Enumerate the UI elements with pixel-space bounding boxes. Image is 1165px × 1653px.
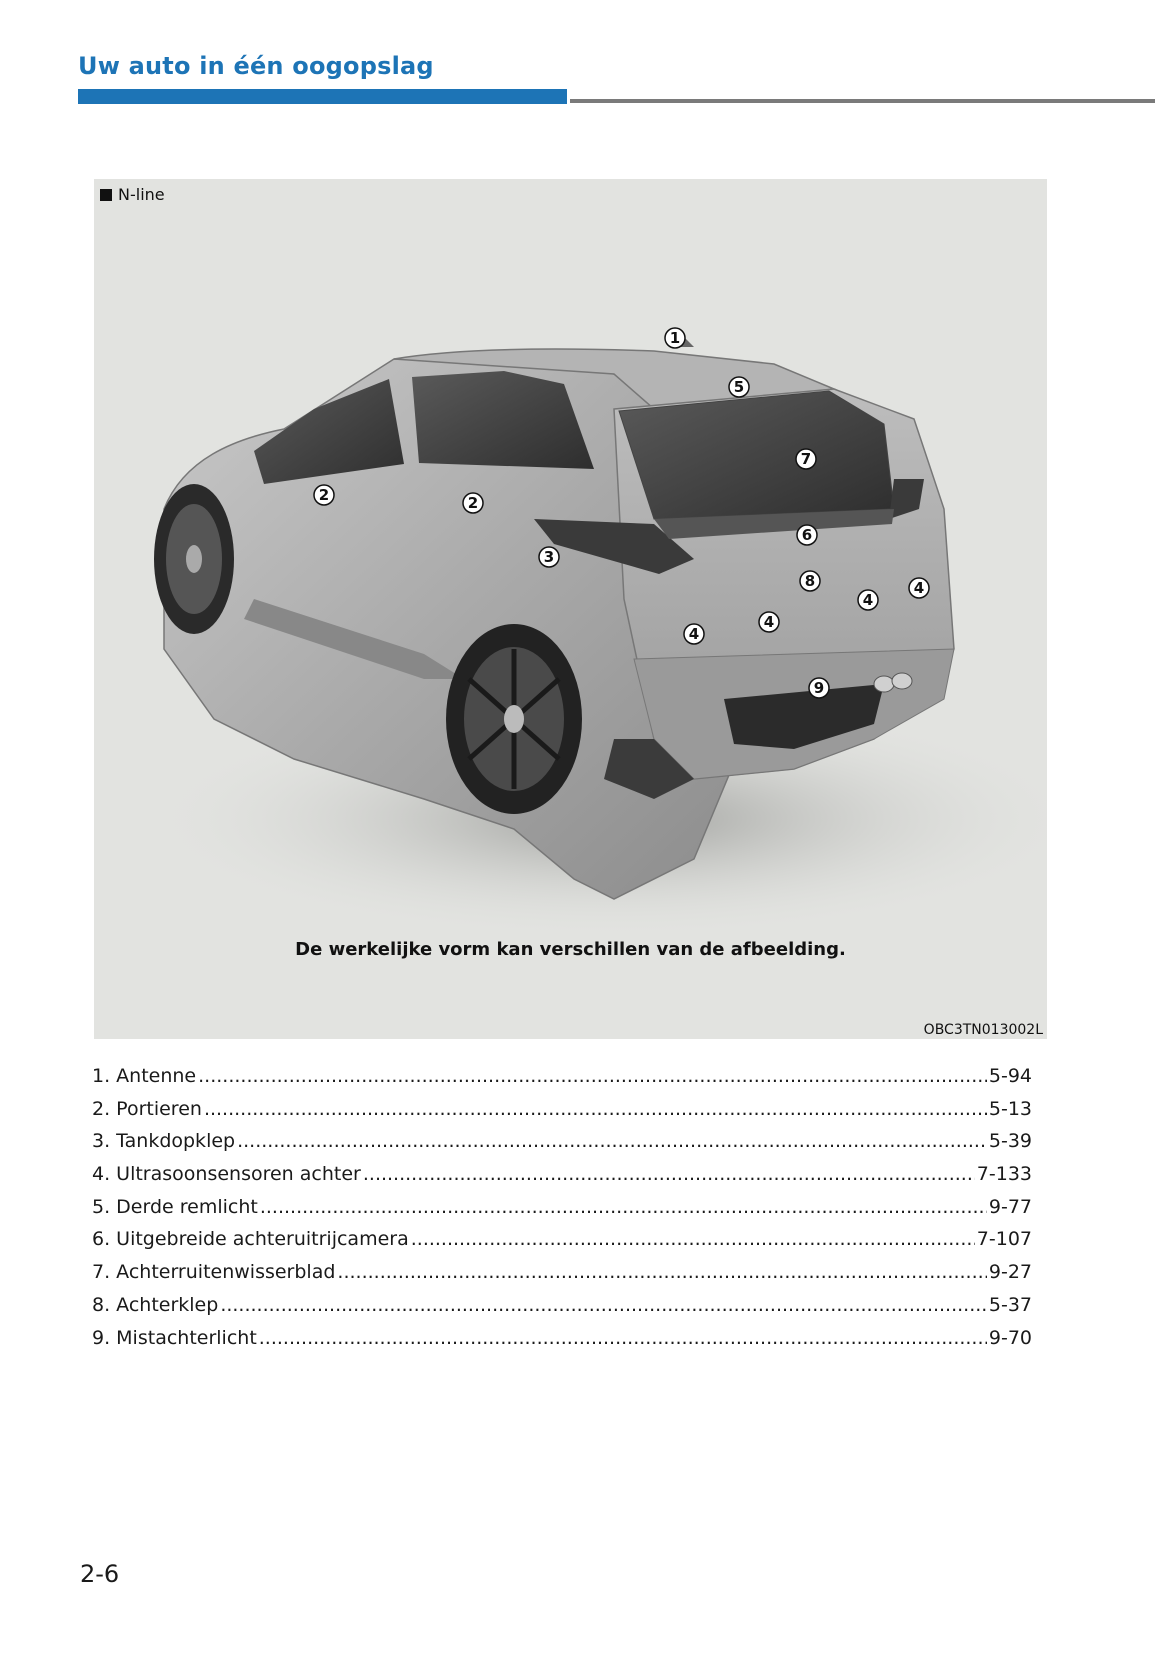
callout-4d — [684, 624, 704, 644]
variant-label-text: N-line — [118, 185, 165, 204]
list-item-label: 5. Derde remlicht — [92, 1195, 258, 1218]
list-item — [92, 1163, 1032, 1196]
svg-text:2: 2 — [467, 494, 479, 512]
callout-4c — [759, 612, 779, 632]
list-item-page: 9-27 — [988, 1261, 1032, 1284]
car-rear-illustration — [94, 179, 1047, 1039]
svg-text:3: 3 — [543, 548, 555, 566]
dot-leader — [260, 1196, 987, 1218]
svg-text:5: 5 — [733, 378, 745, 396]
callout-9 — [809, 678, 829, 698]
list-item — [92, 1130, 1032, 1163]
list-item-label: 4. Ultrasoonsensoren achter — [92, 1163, 361, 1186]
car-figure — [94, 179, 1047, 1039]
dot-leader — [204, 1098, 987, 1120]
svg-text:6: 6 — [801, 526, 813, 544]
callout-1 — [665, 328, 685, 348]
dot-leader — [259, 1327, 987, 1349]
svg-text:9: 9 — [813, 679, 825, 697]
list-item-label: 1. Antenne — [92, 1065, 197, 1087]
callout-3 — [539, 547, 559, 567]
list-item-label: 9. Mistachterlicht — [92, 1326, 257, 1349]
list-item — [92, 1228, 1032, 1261]
list-item-label: 6. Uitgebreide achteruitrijcamera — [92, 1228, 409, 1251]
dot-leader — [198, 1065, 987, 1087]
page-number: 2-6 — [80, 1560, 120, 1588]
list-item-page: 5-94 — [988, 1065, 1032, 1087]
list-item-label: 7. Achterruitenwisserblad — [92, 1261, 336, 1284]
list-item-page: 9-70 — [988, 1326, 1032, 1349]
list-item — [92, 1327, 1032, 1360]
svg-text:1: 1 — [669, 329, 681, 347]
svg-text:4: 4 — [763, 613, 775, 631]
list-item — [92, 1098, 1032, 1131]
section-title: Uw auto in één oogopslag — [78, 52, 434, 80]
svg-text:7: 7 — [800, 450, 812, 468]
figure-code: OBC3TN013002L — [923, 1022, 1043, 1038]
callout-6 — [797, 525, 817, 545]
list-item — [92, 1294, 1032, 1327]
figure-caption: De werkelijke vorm kan verschillen van de afbeelding. — [295, 939, 846, 960]
list-item-page: 9-77 — [988, 1195, 1032, 1218]
list-item-page: 7-107 — [976, 1228, 1032, 1251]
list-item-page: 7-133 — [976, 1163, 1032, 1186]
callout-4a — [909, 578, 929, 598]
dot-leader — [220, 1294, 987, 1316]
callout-5 — [729, 377, 749, 397]
svg-text:4: 4 — [688, 625, 700, 643]
callout-2b — [463, 493, 483, 513]
callout-4b — [858, 590, 878, 610]
list-item-label: 2. Portieren — [92, 1097, 202, 1120]
svg-text:4: 4 — [862, 591, 874, 609]
list-item-page: 5-37 — [988, 1293, 1032, 1316]
header-accent-bar — [78, 89, 567, 104]
list-item — [92, 1196, 1032, 1229]
callout-7 — [796, 449, 816, 469]
list-item-page: 5-39 — [988, 1130, 1032, 1153]
svg-text:8: 8 — [804, 572, 816, 590]
list-item-label: 3. Tankdopklep — [92, 1130, 236, 1153]
list-item-page: 5-13 — [988, 1097, 1032, 1120]
dot-leader — [363, 1163, 975, 1185]
dot-leader — [337, 1261, 986, 1283]
svg-text:4: 4 — [913, 579, 925, 597]
list-item — [92, 1261, 1032, 1294]
header-divider-line — [570, 99, 1155, 103]
parts-list — [92, 1065, 1032, 1359]
svg-text:2: 2 — [318, 486, 330, 504]
list-item — [92, 1065, 1032, 1098]
callout-2a — [314, 485, 334, 505]
callout-8 — [800, 571, 820, 591]
list-item-label: 8. Achterklep — [92, 1293, 219, 1316]
dot-leader — [411, 1228, 975, 1250]
dot-leader — [237, 1130, 987, 1152]
